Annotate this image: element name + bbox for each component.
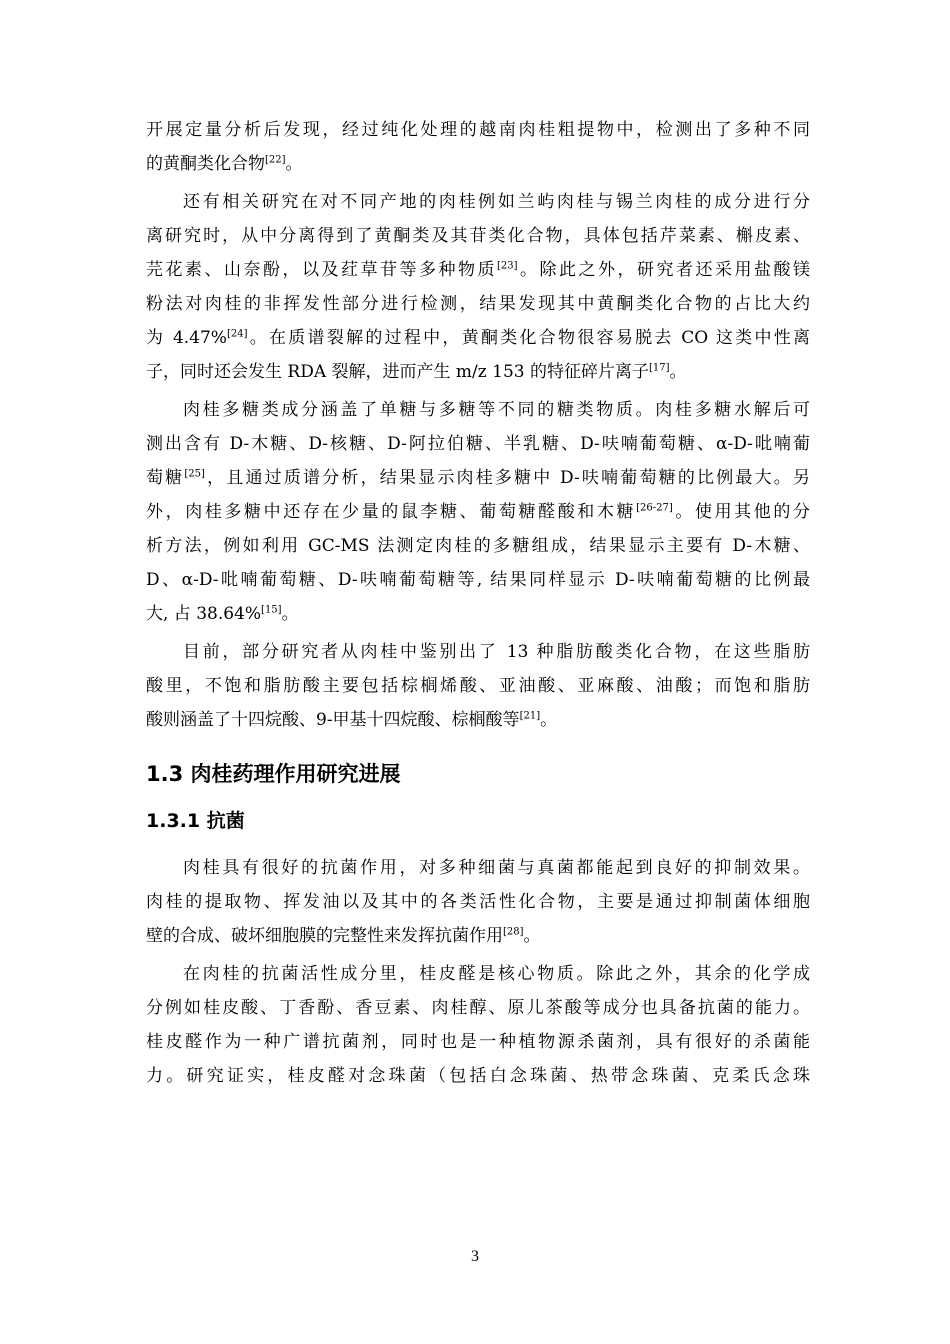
text-line <box>146 991 810 1025</box>
citation: [15] <box>261 604 282 616</box>
text-run: 分例如桂皮酸、丁香酚、香豆素、肉桂醇、原儿茶酸等成分也具备抗菌的能力。 <box>146 998 810 1018</box>
text-line <box>146 1025 810 1059</box>
subsection-heading: 1.3.1 抗菌 <box>146 810 245 832</box>
text-run: 。除此之外，研究者还采用盐酸镁 <box>517 260 810 280</box>
text-line <box>146 147 810 181</box>
text-run: 芫花素、山奈酚，以及荭草苷等多种物质 <box>146 260 497 280</box>
text-run: 在肉桂的抗菌活性成分里，桂皮醛是核心物质。除此之外，其余的化学成 <box>183 964 810 984</box>
paragraph-4 <box>146 635 810 737</box>
citation: [21] <box>519 710 541 722</box>
page-number: 3 <box>471 1248 479 1265</box>
text-line <box>146 919 810 953</box>
text-line <box>146 529 810 563</box>
text-line <box>146 253 810 287</box>
text-run: 开展定量分析后发现，经过纯化处理的越南肉桂粗提物中，检测出了多种不同 <box>146 120 810 140</box>
text-line <box>146 957 810 991</box>
text-line <box>146 885 810 919</box>
citation: [26-27] <box>636 502 673 514</box>
text-run: 。在质谱裂解的过程中，黄酮类化合物很容易脱去 CO 这类中性离 <box>247 328 810 348</box>
text-line <box>146 461 810 495</box>
text-run: 测出含有 D-木糖、D-核糖、D-阿拉伯糖、半乳糖、D-呋喃葡萄糖、α-D-吡喃葡 <box>146 434 810 454</box>
text-run: 子，同时还会发生 RDA 裂解，进而产生 m/z 153 的特征碎片离子 <box>146 362 649 382</box>
citation: [28] <box>503 926 524 938</box>
text-line <box>146 563 810 597</box>
text-run: 力。研究证实，桂皮醛对念珠菌（包括白念珠菌、热带念珠菌、克柔氏念珠 <box>146 1066 810 1086</box>
text-run: 还有相关研究在对不同产地的肉桂例如兰屿肉桂与锡兰肉桂的成分进行分 <box>183 192 810 212</box>
text-line <box>146 321 810 355</box>
text-line <box>146 393 810 427</box>
text-line <box>146 495 810 529</box>
text-run: D、α-D-吡喃葡萄糖、D-呋喃葡萄糖等, 结果同样显示 D-呋喃葡萄糖的比例最 <box>146 570 810 590</box>
text-line <box>146 597 810 631</box>
text-run: 。 <box>285 154 303 174</box>
text-line <box>146 1059 810 1093</box>
paragraph-1 <box>146 113 810 181</box>
text-run: 的黄酮类化合物 <box>146 154 265 174</box>
text-run: 酸则涵盖了十四烷酸、9-甲基十四烷酸、棕榈酸等 <box>146 710 520 730</box>
text-line <box>146 355 810 389</box>
citation: [23] <box>496 260 518 272</box>
text-run: 。 <box>281 604 299 624</box>
text-run: 。 <box>523 926 541 946</box>
text-line <box>146 635 810 669</box>
text-run: 酸里，不饱和脂肪酸主要包括棕榈烯酸、亚油酸、亚麻酸、油酸；而饱和脂肪 <box>146 676 810 696</box>
text-run: 壁的合成、破坏细胞膜的完整性来发挥抗菌作用 <box>146 926 503 946</box>
text-run: 萄糖 <box>146 468 185 488</box>
text-run: 粉法对肉桂的非挥发性部分进行检测，结果发现其中黄酮类化合物的占比大约 <box>146 294 810 314</box>
citation: [17] <box>648 362 670 374</box>
text-line <box>146 427 810 461</box>
text-line <box>146 113 810 147</box>
text-run: 目前，部分研究者从肉桂中鉴别出了 13 种脂肪酸类化合物，在这些脂肪 <box>183 642 810 662</box>
paragraph-3 <box>146 393 810 631</box>
citation: [22] <box>265 154 286 166</box>
text-run: ，且通过质谱分析，结果显示肉桂多糖中 D-呋喃葡萄糖的比例最大。另 <box>204 468 810 488</box>
text-run: 肉桂的提取物、挥发油以及其中的各类活性化合物，主要是通过抑制菌体细胞 <box>146 892 810 912</box>
text-run: 析方法，例如利用 GC-MS 法测定肉桂的多糖组成，结果显示主要有 D-木糖、 <box>146 536 810 556</box>
text-run: 肉桂具有很好的抗菌作用，对多种细菌与真菌都能起到良好的抑制效果。 <box>183 858 810 878</box>
text-run: 肉桂多糖类成分涵盖了单糖与多糖等不同的糖类物质。肉桂多糖水解后可 <box>183 400 810 420</box>
document-body <box>146 113 810 1097</box>
citation: [25] <box>184 468 205 480</box>
text-line <box>146 287 810 321</box>
text-line <box>146 851 810 885</box>
text-line <box>146 185 810 219</box>
text-run: 大, 占 38.64% <box>146 604 262 624</box>
text-line <box>146 703 810 737</box>
paragraph-6 <box>146 957 810 1093</box>
section-heading: 1.3 肉桂药理作用研究进展 <box>146 762 401 786</box>
text-run: 。使用其他的分 <box>672 502 810 522</box>
text-run: 桂皮醛作为一种广谱抗菌剂，同时也是一种植物源杀菌剂，具有很好的杀菌能 <box>146 1032 810 1052</box>
text-line <box>146 669 810 703</box>
text-run: 。 <box>540 710 558 730</box>
text-run: 离研究时，从中分离得到了黄酮类及其苷类化合物，具体包括芹菜素、槲皮素、 <box>146 226 810 246</box>
paragraph-5 <box>146 851 810 953</box>
text-line <box>146 219 810 253</box>
text-run: 为 4.47% <box>146 328 227 348</box>
text-run: 外，肉桂多糖中还存在少量的鼠李糖、葡萄糖醛酸和木糖 <box>146 502 637 522</box>
citation: [24] <box>226 328 248 340</box>
text-run: 。 <box>669 362 687 382</box>
paragraph-2 <box>146 185 810 389</box>
